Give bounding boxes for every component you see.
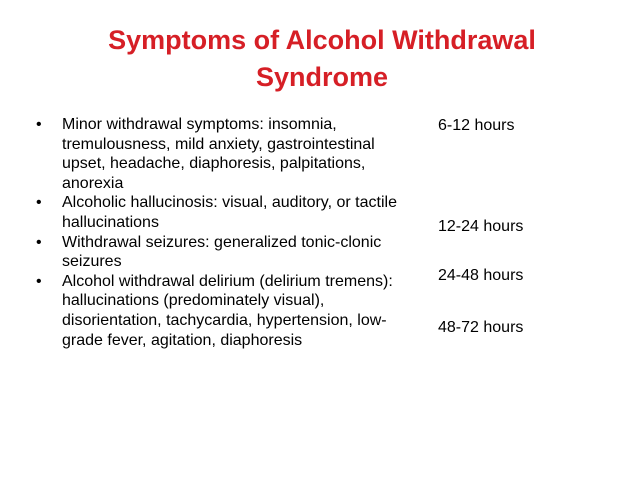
symptom-list	[36, 115, 401, 350]
bullet-icon: •	[36, 233, 42, 251]
slide-title-line-1: Symptoms of Alcohol Withdrawal	[108, 25, 536, 55]
symptom-text: Withdrawal seizures: generalized tonic-clonic seizures	[62, 233, 382, 271]
symptom-text: Alcohol withdrawal delirium (delirium tremens): hallucinations (predominately visual), disorientation, tachycardia, hypertension, low-grade fever, agitation, diaphoresis	[62, 272, 393, 349]
timing-seizures: 24-48 hours	[438, 267, 524, 284]
slide-title-line-2: Syndrome	[255, 62, 389, 92]
timing-hallucinosis: 12-24 hours	[438, 218, 524, 235]
symptom-item-hallucinosis	[36, 193, 401, 232]
bullet-icon: •	[36, 194, 42, 212]
symptom-text: Alcoholic hallucinosis: visual, auditory, or tactile hallucinations	[62, 194, 397, 231]
slide-title	[40, 22, 604, 96]
bullet-icon: •	[36, 272, 42, 290]
timing-delirium: 48-72 hours	[438, 319, 524, 336]
bullet-icon: •	[36, 116, 42, 133]
symptom-item-delirium	[36, 272, 401, 350]
timing-minor: 6-12 hours	[438, 117, 515, 134]
symptom-item-seizures	[36, 233, 401, 272]
symptom-item-minor	[36, 115, 401, 193]
symptom-text: Minor withdrawal symptoms: insomnia, tremulousness, mild anxiety, gastrointestinal upset, headache, diaphoresis, palpitations, anorexia	[62, 116, 375, 192]
